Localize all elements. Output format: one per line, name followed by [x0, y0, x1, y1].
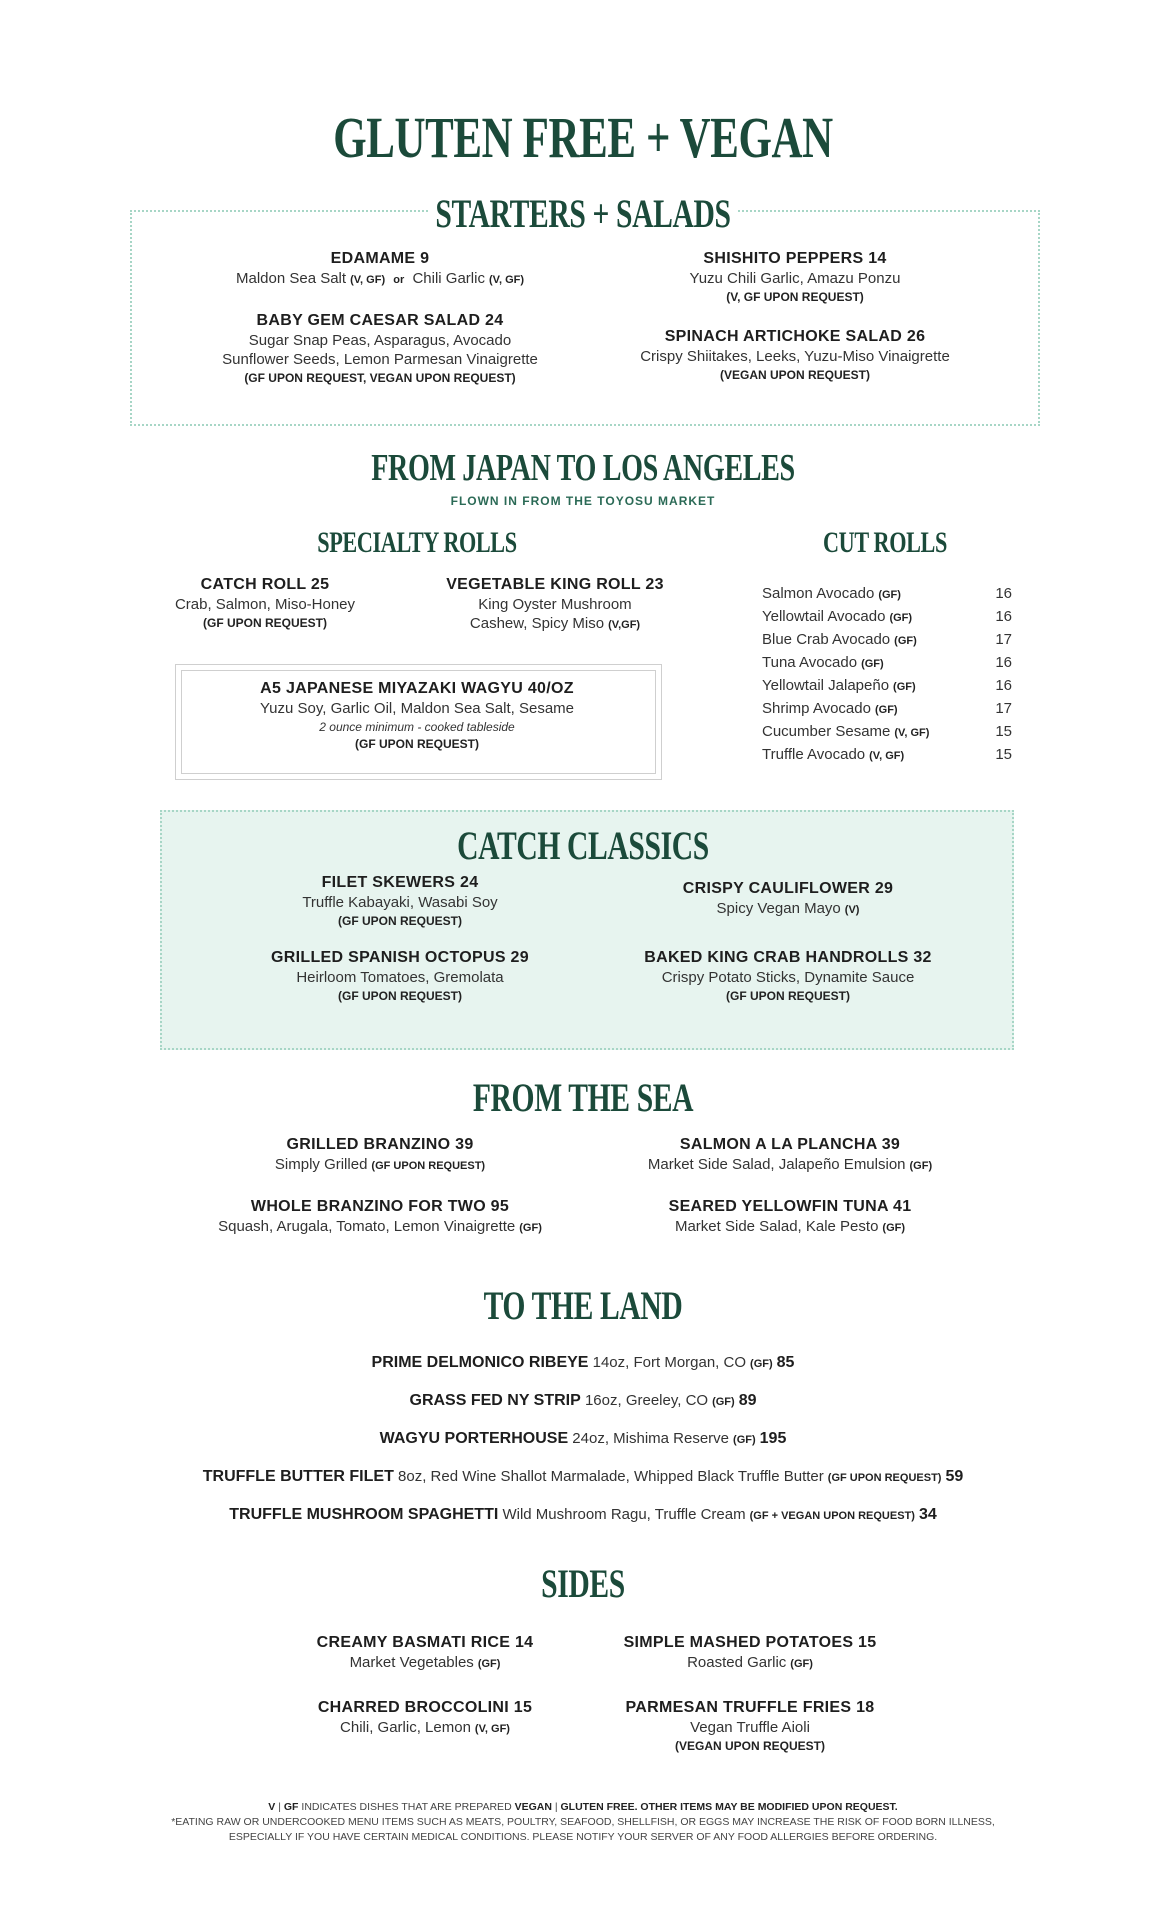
land-item: WAGYU PORTERHOUSE 24oz, Mishima Reserve (GF) 195	[379, 1430, 787, 1447]
japan-heading: FROM JAPAN TO LOS ANGELES	[371, 447, 795, 489]
menu-item-charred-broccolini: CHARRED BROCCOLINI 15 Chili, Garlic, Lemon (V, GF)	[317, 1699, 533, 1736]
menu-item-truffle-fries: PARMESAN TRUFFLE FRIES 18 Vegan Truffle Aioli (VEGAN UPON REQUEST)	[625, 1699, 875, 1753]
menu-item-baby-gem-caesar: BABY GEM CAESAR SALAD 24 Sugar Snap Peas, Asparagus, Avocado Sunflower Seeds, Lemon Parmesan Vinaigrette (GF UPON REQUEST, VEGAN UPON REQUEST)	[222, 312, 538, 385]
menu-item-shishito: SHISHITO PEPPERS 14 Yuzu Chili Garlic, Amazu Ponzu (V, GF UPON REQUEST)	[689, 250, 901, 304]
menu-item-basmati-rice: CREAMY BASMATI RICE 14 Market Vegetables (GF)	[316, 1634, 534, 1671]
cut-roll-name: Blue Crab Avocado (GF)	[762, 631, 917, 648]
menu-item-spanish-octopus: GRILLED SPANISH OCTOPUS 29 Heirloom Tomatoes, Gremolata (GF UPON REQUEST)	[271, 949, 529, 1003]
cut-roll-row	[762, 628, 1012, 651]
cut-roll-name: Salmon Avocado (GF)	[762, 585, 901, 602]
menu-item-filet-skewers: FILET SKEWERS 24 Truffle Kabayaki, Wasabi Soy (GF UPON REQUEST)	[302, 874, 498, 928]
specialty-rolls-heading: SPECIALTY ROLLS	[317, 526, 517, 559]
menu-item-yellowfin-tuna: SEARED YELLOWFIN TUNA 41 Market Side Salad, Kale Pesto (GF)	[668, 1198, 912, 1235]
cut-roll-row	[762, 651, 1012, 674]
cut-rolls-list	[762, 582, 1012, 766]
land-item: GRASS FED NY STRIP 16oz, Greeley, CO (GF) 89	[409, 1392, 757, 1409]
cut-roll-row	[762, 605, 1012, 628]
cut-roll-price: 16	[995, 654, 1012, 671]
catch-classics-heading: CATCH CLASSICS	[457, 823, 709, 868]
to-the-land-heading: TO THE LAND	[483, 1283, 683, 1328]
footer-disclaimer	[0, 1800, 1166, 1845]
land-item: TRUFFLE MUSHROOM SPAGHETTI Wild Mushroom Ragu, Truffle Cream (GF + VEGAN UPON REQUEST) 34	[229, 1506, 937, 1523]
menu-item-vegetable-king-roll: VEGETABLE KING ROLL 23 King Oyster Mushroom Cashew, Spicy Miso (V,GF)	[446, 576, 664, 632]
from-the-sea-heading: FROM THE SEA	[472, 1075, 694, 1120]
menu-item-spinach-artichoke: SPINACH ARTICHOKE SALAD 26 Crispy Shiitakes, Leeks, Yuzu-Miso Vinaigrette (VEGAN UPON REQUEST)	[640, 328, 950, 382]
land-item: PRIME DELMONICO RIBEYE 14oz, Fort Morgan, CO (GF) 85	[371, 1354, 795, 1371]
land-item: TRUFFLE BUTTER FILET 8oz, Red Wine Shallot Marmalade, Whipped Black Truffle Butter (GF UPON REQUEST) 59	[202, 1468, 964, 1485]
page-title: GLUTEN FREE + VEGAN	[333, 105, 833, 170]
cut-rolls-heading: CUT ROLLS	[823, 526, 947, 559]
cut-roll-name: Cucumber Sesame (V, GF)	[762, 723, 930, 740]
cut-roll-price: 17	[995, 631, 1012, 648]
menu-item-mashed-potatoes: SIMPLE MASHED POTATOES 15 Roasted Garlic (GF)	[623, 1634, 877, 1671]
starters-heading: STARTERS + SALADS	[152, 190, 1015, 237]
cut-roll-price: 15	[995, 723, 1012, 740]
menu-item-a5-wagyu: A5 JAPANESE MIYAZAKI WAGYU 40/OZ Yuzu Soy, Garlic Oil, Maldon Sea Salt, Sesame 2 ounce minimum - cooked tableside (GF UPON REQUEST)	[259, 680, 575, 751]
japan-subheading: FLOWN IN FROM THE TOYOSU MARKET	[450, 494, 716, 508]
cut-roll-row	[762, 674, 1012, 697]
cut-roll-row	[762, 720, 1012, 743]
cut-roll-price: 16	[995, 677, 1012, 694]
cut-roll-name: Yellowtail Jalapeño (GF)	[762, 677, 916, 694]
footer-warning-line-1: *EATING RAW OR UNDERCOOKED MENU ITEMS SUCH AS MEATS, POULTRY, SEAFOOD, SHELLFISH, OR EGGS MAY INCREASE THE RISK OF FOOD BORN ILLNESS,	[171, 1816, 995, 1828]
menu-item-grilled-branzino: GRILLED BRANZINO 39 Simply Grilled (GF UPON REQUEST)	[274, 1136, 486, 1173]
menu-item-edamame: EDAMAME 9 Maldon Sea Salt (V, GF) or Chili Garlic (V, GF)	[235, 250, 525, 287]
menu-item-king-crab-handrolls: BAKED KING CRAB HANDROLLS 32 Crispy Potato Sticks, Dynamite Sauce (GF UPON REQUEST)	[644, 949, 932, 1003]
menu-item-whole-branzino: WHOLE BRANZINO FOR TWO 95 Squash, Arugala, Tomato, Lemon Vinaigrette (GF)	[218, 1198, 542, 1235]
cut-roll-price: 16	[995, 585, 1012, 602]
menu-item-salmon-plancha: SALMON A LA PLANCHA 39 Market Side Salad, Jalapeño Emulsion (GF)	[647, 1136, 933, 1173]
sides-heading: SIDES	[541, 1561, 625, 1606]
footer-warning-line-2: ESPECIALLY IF YOU HAVE CERTAIN MEDICAL CONDITIONS. PLEASE NOTIFY YOUR SERVER OF ANY FOOD ALLERGIES BEFORE ORDERING.	[228, 1831, 938, 1843]
menu-item-catch-roll: CATCH ROLL 25 Crab, Salmon, Miso-Honey (GF UPON REQUEST)	[174, 576, 356, 630]
cut-roll-row	[762, 697, 1012, 720]
cut-roll-row	[762, 743, 1012, 766]
footer-legend: V | GF INDICATES DISHES THAT ARE PREPARED VEGAN | GLUTEN FREE. OTHER ITEMS MAY BE MODIFIED UPON REQUEST.	[268, 1801, 898, 1813]
cut-roll-name: Yellowtail Avocado (GF)	[762, 608, 913, 625]
menu-item-crispy-cauliflower: CRISPY CAULIFLOWER 29 Spicy Vegan Mayo (V)	[682, 880, 894, 917]
cut-roll-name: Shrimp Avocado (GF)	[762, 700, 898, 717]
cut-roll-price: 15	[995, 746, 1012, 763]
cut-roll-row	[762, 582, 1012, 605]
cut-roll-price: 17	[995, 700, 1012, 717]
cut-roll-price: 16	[995, 608, 1012, 625]
cut-roll-name: Truffle Avocado (V, GF)	[762, 746, 905, 763]
cut-roll-name: Tuna Avocado (GF)	[762, 654, 884, 671]
